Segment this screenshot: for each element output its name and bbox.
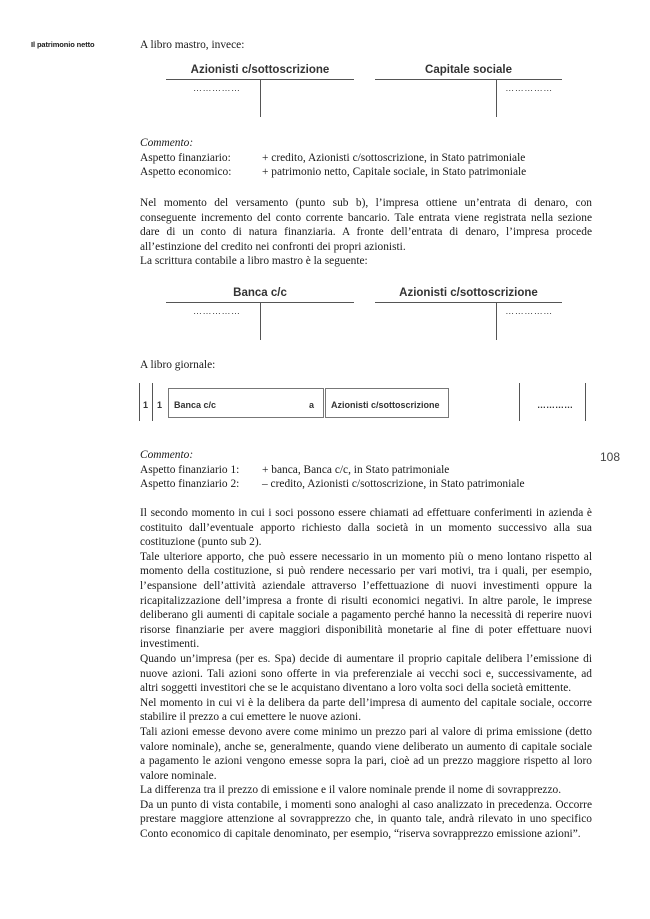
t-account-title: Capitale sociale bbox=[425, 64, 512, 76]
paragraph-versamento bbox=[140, 196, 592, 269]
comment-1 bbox=[140, 136, 592, 180]
page-number: 108 bbox=[600, 450, 621, 464]
t-account-title: Azionisti c/sottoscrizione bbox=[399, 287, 538, 299]
t-account-title: Azionisti c/sottoscrizione bbox=[190, 64, 330, 76]
paragraph: Nel momento in cui vi è la delibera da parte dell’impresa di aumento del capitale sociale, occorre stabilire il prezzo a cui emettere le nuove azioni. bbox=[140, 696, 592, 724]
t-account-dots: …………… bbox=[505, 306, 553, 316]
comment-value: – credito, Azionisti c/sottoscrizione, in Stato patrimoniale bbox=[262, 478, 525, 491]
t-account-title: Banca c/c bbox=[233, 287, 287, 299]
body-text bbox=[140, 506, 592, 842]
journal-dots: ………… bbox=[537, 400, 573, 410]
journal-credit: Azionisti c/sottoscrizione bbox=[331, 400, 440, 410]
comment-value: + banca, Banca c/c, in Stato patrimoniale bbox=[262, 463, 450, 476]
comment-value: + credito, Azionisti c/sottoscrizione, in Stato patrimoniale bbox=[262, 151, 526, 164]
paragraph: Quando un’impresa (per es. Spa) decide di aumentare il proprio capitale delibera l’emissione di nuove azioni. Tali azioni sono offerte in via preferenziale ai vecchi soci e, successivamente, ad altri soggetti investitori che se le acquistano diventano a loro volta soci della società emittente. bbox=[140, 652, 592, 695]
paragraph: Da un punto di vista contabile, i momenti sono analoghi al caso analizzato in precedenza. Occorre prestare maggiore attenzione al sovrapprezzo che, in quanto tale, andrà rilevato in uno specifico Conto economico di capitale denominato, per esempio, “riserva sovrapprezzo emissione azioni”. bbox=[140, 798, 592, 841]
paragraph: Nel momento del versamento (punto sub b), l’impresa ottiene un’entrata di denaro, con conseguente incremento del conto corrente bancario. Tale entrata viene registrata nella sezione dare di un conto di natura finanziaria. A fronte dell’entrata di denaro, l’impresa procede all’estinzione del credito nei confronti dei propri azionisti. bbox=[140, 197, 592, 253]
comment-key: Aspetto economico: bbox=[140, 166, 232, 179]
journal-debit: Banca c/c bbox=[174, 400, 217, 410]
paragraph: Tali azioni emesse devono avere come minimo un prezzo pari al valore di prima emissione (detto valore nominale), anche se, generalmente, quando viene deliberato un aumento di capitale sociale a pagamento le azioni vengono emesse sopra la pari, cioè ad un prezzo maggiore rispetto al loro valore nominale. bbox=[140, 725, 592, 782]
comment-label: Commento: bbox=[140, 449, 194, 461]
intro-giornale: A libro giornale: bbox=[140, 359, 216, 371]
comment-2 bbox=[140, 448, 592, 492]
paragraph: La scrittura contabile a libro mastro è la seguente: bbox=[140, 255, 368, 268]
comment-key: Aspetto finanziario 2: bbox=[140, 478, 240, 491]
comment-key: Aspetto finanziario 1: bbox=[140, 463, 240, 476]
journal-entry bbox=[139, 383, 589, 423]
t-account-dots: …………… bbox=[193, 83, 241, 93]
comment-label: Commento: bbox=[140, 137, 194, 149]
intro-mastro: A libro mastro, invece: bbox=[140, 39, 245, 51]
comment-key: Aspetto finanziario: bbox=[140, 151, 231, 164]
t-account-dots: …………… bbox=[193, 306, 241, 316]
section-running-head: Il patrimonio netto bbox=[31, 40, 95, 49]
paragraph: Tale ulteriore apporto, che può essere necessario in un momento più o meno lontano rispetto al momento della costituzione, si può rendere necessario per vari motivi, tra i quali, per esempio, l’espansione dell’attività aziendale attraverso l’effettuazione di nuovi investimenti oppure la ricapitalizzazione dell’impresa a fronte di risulti economici negativi. In altre parole, le imprese deliberano gli aumenti di capitale sociale a pagamento perché hanno la necessità di reperire nuovi risorse finanziarie per avere maggiori disponibilità monetarie al fine di poter effettuare nuovi investimenti. bbox=[140, 550, 592, 651]
journal-col2: 1 bbox=[157, 400, 163, 410]
t-account-dots: …………… bbox=[505, 83, 553, 93]
paragraph: Il secondo momento in cui i soci possono essere chiamati ad effettuare conferimenti in azienda è costituito dall’eventuale apporto richiesto dalla società in un momento successivo alla sua costituzione (punto sub 2). bbox=[140, 507, 592, 549]
journal-col1: 1 bbox=[143, 400, 149, 410]
comment-value: + patrimonio netto, Capitale sociale, in Stato patrimoniale bbox=[262, 166, 527, 179]
paragraph: La differenza tra il prezzo di emissione e il valore nominale prende il nome di sovrapprezzo. bbox=[140, 784, 562, 797]
journal-connector: a bbox=[309, 400, 315, 410]
